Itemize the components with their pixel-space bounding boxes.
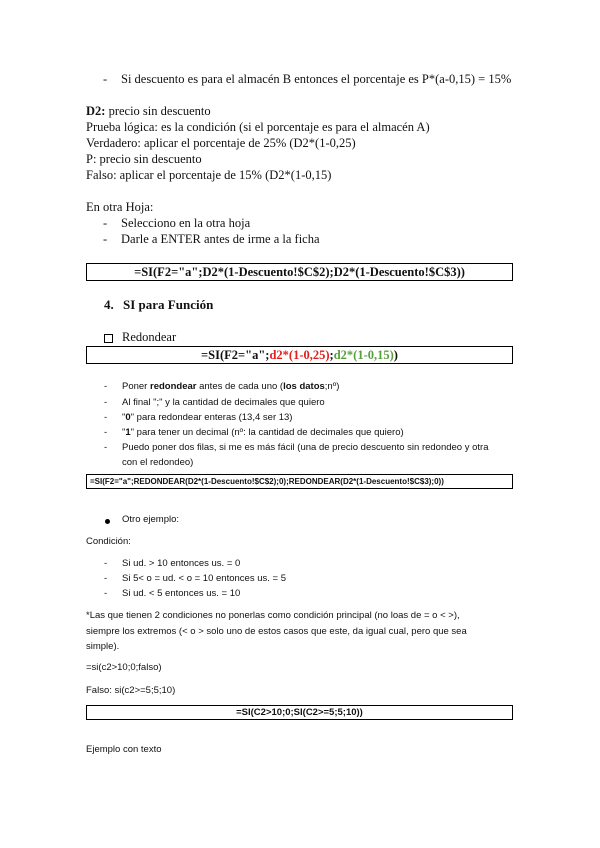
dash-marker: - bbox=[104, 397, 108, 408]
formula-redondear-prefix: =SI(F2="a"; bbox=[201, 348, 270, 362]
note-bold: 1 bbox=[125, 427, 131, 438]
note-bold: los datos bbox=[283, 381, 325, 392]
formula-box-1 bbox=[86, 263, 513, 281]
d2-line: Verdadero: aplicar el porcentaje de 25% (D2*(1-0,25) bbox=[86, 136, 356, 150]
section-4-title: SI para Función bbox=[123, 297, 214, 312]
d2-line: P: precio sin descuento bbox=[86, 152, 202, 166]
ejemplo-texto: Ejemplo con texto bbox=[86, 744, 162, 755]
note-text: ;nº) bbox=[324, 381, 340, 392]
dash-marker: - bbox=[103, 216, 108, 230]
formula-box-redondear bbox=[86, 346, 513, 364]
dash-marker: - bbox=[104, 412, 108, 423]
formula-1-text: =SI(F2="a";D2*(1-Descuento!$C$2);D2*(1-Descuento!$C$3)) bbox=[134, 265, 465, 279]
dash-marker: - bbox=[104, 588, 108, 599]
otra-hoja-bullet: Darle a ENTER antes de irme a la ficha bbox=[121, 232, 320, 246]
formula-redondear-suffix: ) bbox=[393, 348, 398, 362]
si-formula: =si(c2>10;0;falso) bbox=[86, 662, 162, 673]
dash-marker: - bbox=[104, 558, 108, 569]
formula-3-text: =SI(C2>10;0;SI(C2>=5;5;10)) bbox=[236, 707, 363, 718]
d2-line: Prueba lógica: es la condición (si el porcentaje es para el almacén A) bbox=[86, 120, 430, 134]
note-text: " para tener un decimal (nº: la cantidad de decimales que quiero) bbox=[130, 427, 404, 438]
redondear-note bbox=[122, 381, 339, 392]
asterisk-note-line: simple). bbox=[86, 641, 120, 652]
formula-redondear-sep: ; bbox=[329, 348, 334, 362]
note-bold: 0 bbox=[125, 412, 131, 423]
redondear-note-line: Puedo poner dos filas, si me es más fácil (una de precio descuento sin redondeo y otra bbox=[122, 442, 489, 453]
redondear-label: Redondear bbox=[122, 330, 177, 344]
asterisk-note-line: siempre los extremos (< o > solo uno de estos casos que este, da igual cual, pero que sea bbox=[86, 626, 467, 637]
condicion-item: Si 5< o = ud. < o = 10 entonces us. = 5 bbox=[122, 573, 286, 584]
redondear-note bbox=[122, 397, 325, 408]
redondear-note bbox=[122, 412, 292, 423]
condicion-item: Si ud. < 5 entonces us. = 10 bbox=[122, 588, 241, 599]
note-text: Al final ";" y la cantidad de decimales que quiero bbox=[122, 397, 325, 408]
formula-box-3 bbox=[86, 705, 513, 720]
d2-heading bbox=[86, 104, 211, 119]
d2-line: Falso: aplicar el porcentaje de 15% (D2*(1-0,15) bbox=[86, 168, 332, 182]
dash-marker: - bbox=[103, 232, 108, 246]
redondear-note-line: con el redondeo) bbox=[122, 457, 194, 468]
condicion-label: Condición: bbox=[86, 536, 131, 547]
d2-heading-text: precio sin descuento bbox=[105, 104, 211, 118]
formula-redondear-green: d2*(1-0,15) bbox=[333, 348, 394, 362]
condicion-item: Si ud. > 10 entonces us. = 0 bbox=[122, 558, 241, 569]
note-text: Poner bbox=[122, 381, 150, 392]
dash-marker: - bbox=[103, 72, 108, 86]
dash-marker: - bbox=[104, 573, 108, 584]
top-bullet-text: Si descuento es para el almacén B entonces el porcentaje es P*(a-0,15) = 15% bbox=[121, 72, 512, 86]
falso-formula: Falso: si(c2>=5;5;10) bbox=[86, 685, 176, 696]
dash-marker: - bbox=[104, 442, 108, 453]
note-text: " bbox=[122, 427, 126, 438]
otra-hoja-bullet: Selecciono en la otra hoja bbox=[121, 216, 251, 230]
redondear-note bbox=[122, 427, 404, 438]
note-text: " bbox=[122, 412, 126, 423]
checkbox-icon bbox=[104, 334, 113, 343]
otro-ejemplo: Otro ejemplo: bbox=[122, 514, 180, 525]
formula-2-text: =SI(F2="a";REDONDEAR(D2*(1-Descuento!$C$2);0);REDONDEAR(D2*(1-Descuento!$C$3);0)) bbox=[90, 477, 444, 486]
d2-heading-label: D2: bbox=[86, 104, 106, 118]
formula-redondear-red: d2*(1-0,25) bbox=[269, 348, 330, 362]
dash-marker: - bbox=[104, 427, 108, 438]
section-4-heading bbox=[104, 297, 213, 313]
note-text: antes de cada uno ( bbox=[196, 381, 284, 392]
otra-hoja-title: En otra Hoja: bbox=[86, 200, 154, 214]
section-4-number: 4. bbox=[104, 297, 114, 312]
bullet-icon bbox=[105, 519, 110, 524]
note-bold: redondear bbox=[150, 381, 197, 392]
formula-box-2 bbox=[86, 474, 513, 489]
note-text: " para redondear enteras (13,4 ser 13) bbox=[130, 412, 293, 423]
dash-marker: - bbox=[104, 381, 108, 392]
asterisk-note-line: *Las que tienen 2 condiciones no ponerlas como condición principal (no loas de = o < >), bbox=[86, 610, 460, 621]
